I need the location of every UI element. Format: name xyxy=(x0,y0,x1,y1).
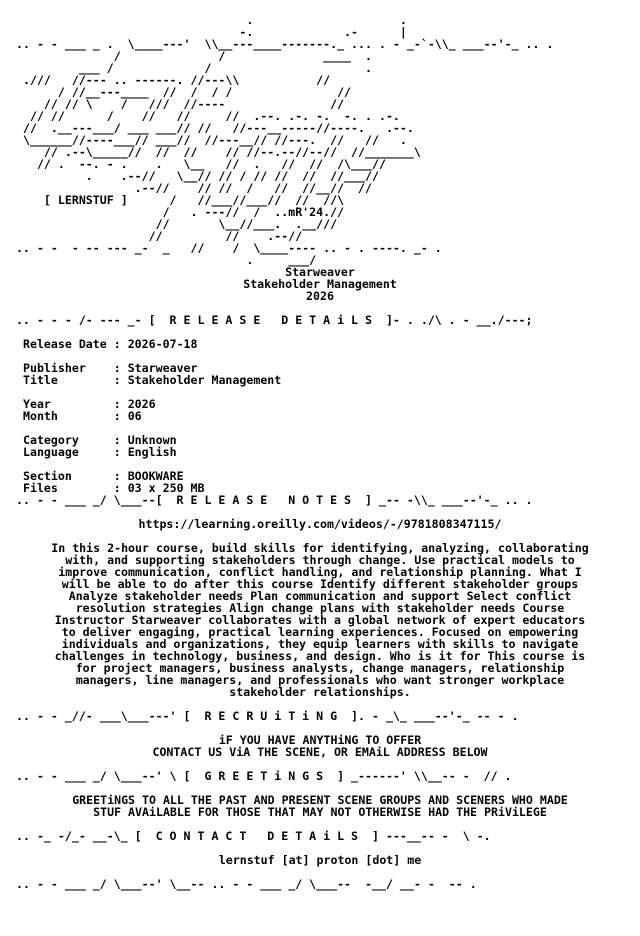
release-date-row: Release Date : 2026-07-18 xyxy=(22,337,198,351)
title-value: Stakeholder Management xyxy=(127,373,282,387)
header-release-title: Stakeholder Management xyxy=(243,277,397,291)
language-label: Language xyxy=(22,445,79,459)
section-value: BOOKWARE xyxy=(127,469,184,483)
category-row: Category : Unknown xyxy=(22,433,177,447)
title-label: Title xyxy=(22,373,58,387)
divider-release-details: .. - - - /- --- _- [ R E L E A S E D E T A i L S ]- . ./\ . - __./---; xyxy=(16,313,533,327)
ascii-logo-art: . . -. .- | .. - - ___ _ . \____---' \\__---____-------._ ... . - _-`-\\_ ___--'-_ .. . / / ____ . ___ / / . ./// //--- .. ------. //---\\ // / //__---____ // / / / // // // \ / /// //---- // // // / // // // .--. .-. -. -. . .-. // .__---___/ ___ ___// // //---__-----//----. .--. \______//----___// ___// //---__// //---. // // . // .--\_____// // // // //--.--//--// //_______\ // . --. - . . \__ // . // // /\___// . .--// \__// // / // // // //___// .--// // // / // //__// // [ LERNSTUF ] / //___//___// // //\ / . ---// / ..mR'24.// // \__//___. .__/// // // .--// .. - - - -- --- _- _ // / \____---- .. - . ----. _- . . ___/ xyxy=(16,13,554,267)
month-label: Month xyxy=(22,409,58,423)
category-value: Unknown xyxy=(127,433,177,447)
section-label: Section xyxy=(22,469,72,483)
header-group-name: Starweaver xyxy=(285,265,355,279)
divider-release-notes: .. - - ___ _/ \___--[ R E L E A S E N O T E S ] _-- -\\_ ___--'-_ .. . xyxy=(16,493,533,507)
greetings-line-1: GREETiNGS TO ALL THE PAST AND PRESENT SCENE GROUPS AND SCENERS WHO MADE xyxy=(72,793,568,807)
header-release-year: 2026 xyxy=(306,289,334,303)
year-row: Year : 2026 xyxy=(22,397,156,411)
divider-recruiting: .. - - _//- ___\___---' [ R E C R U i T i N G ]. - _\_ ___--'-_ -- - . xyxy=(16,709,519,723)
recruiting-line-2: CONTACT US ViA THE SCENE, OR EMAiL ADDRESS BELOW xyxy=(152,745,488,759)
release-notes-description: In this 2-hour course, build skills for identifying, analyzing, collaborating with, and supporting stakeholders through change. Use practical models to improve communication, conflict handling, and relationship planning. What I will be able to do after this course Identify different stakeholder groups Analyze stakeholder needs Plan communication and support Select conflict resolution strategies Align change plans with stakeholder needs Course Instructor Starweaver collaborates with a global network of expert educators to deliver engaging, practical learning experiences. Focused on empowering individuals and organizations, they equip learners with skills to navigate challenges in technology, business, and design. Who is it for This course is for project managers, business analysts, change managers, relationship managers, line managers, and professionals who want stronger workplace stakeholder relationships. xyxy=(51,541,589,699)
language-row: Language : English xyxy=(22,445,177,459)
files-value: 03 x 250 MB xyxy=(127,481,205,495)
greetings-line-2: STUF AVAiLABLE FOR THOSE THAT MAY NOT OTHERWISE HAD THE PRiViLEGE xyxy=(93,805,547,819)
year-value: 2026 xyxy=(127,397,156,411)
divider-greetings: .. - - ___ _/ \___--' \ [ G R E E T i N G S ] _------' \\__-- - // . xyxy=(16,769,512,783)
files-row: Files : 03 x 250 MB xyxy=(22,481,205,495)
month-value: 06 xyxy=(127,409,142,423)
recruiting-line-1: iF YOU HAVE ANYTHiNG TO OFFER xyxy=(218,733,422,747)
publisher-row: Publisher : Starweaver xyxy=(22,361,198,375)
divider-contact: .. -_ -/_- __-\_ [ C O N T A C T D E T A i L S ] ---__-- - \ -. xyxy=(16,829,491,843)
publisher-value: Starweaver xyxy=(127,361,198,375)
title-row: Title : Stakeholder Management xyxy=(22,373,282,387)
year-label: Year xyxy=(22,397,51,411)
category-label: Category xyxy=(22,433,79,447)
release-date-label: Release Date xyxy=(22,337,107,351)
contact-email[interactable]: lernstuf [at] proton [dot] me xyxy=(218,853,422,867)
section-row: Section : BOOKWARE xyxy=(22,469,184,483)
month-row: Month : 06 xyxy=(22,409,142,423)
publisher-label: Publisher xyxy=(22,361,86,375)
release-date-value: 2026-07-18 xyxy=(127,337,198,351)
release-notes-url[interactable]: https://learning.oreilly.com/videos/-/9781808347115/ xyxy=(138,517,502,531)
files-label: Files xyxy=(22,481,58,495)
language-value: English xyxy=(127,445,177,459)
divider-footer: .. - - ___ _/ \___--' \__-- .. - - ___ _/ \___-- -__/ __- - -- . xyxy=(16,877,477,891)
